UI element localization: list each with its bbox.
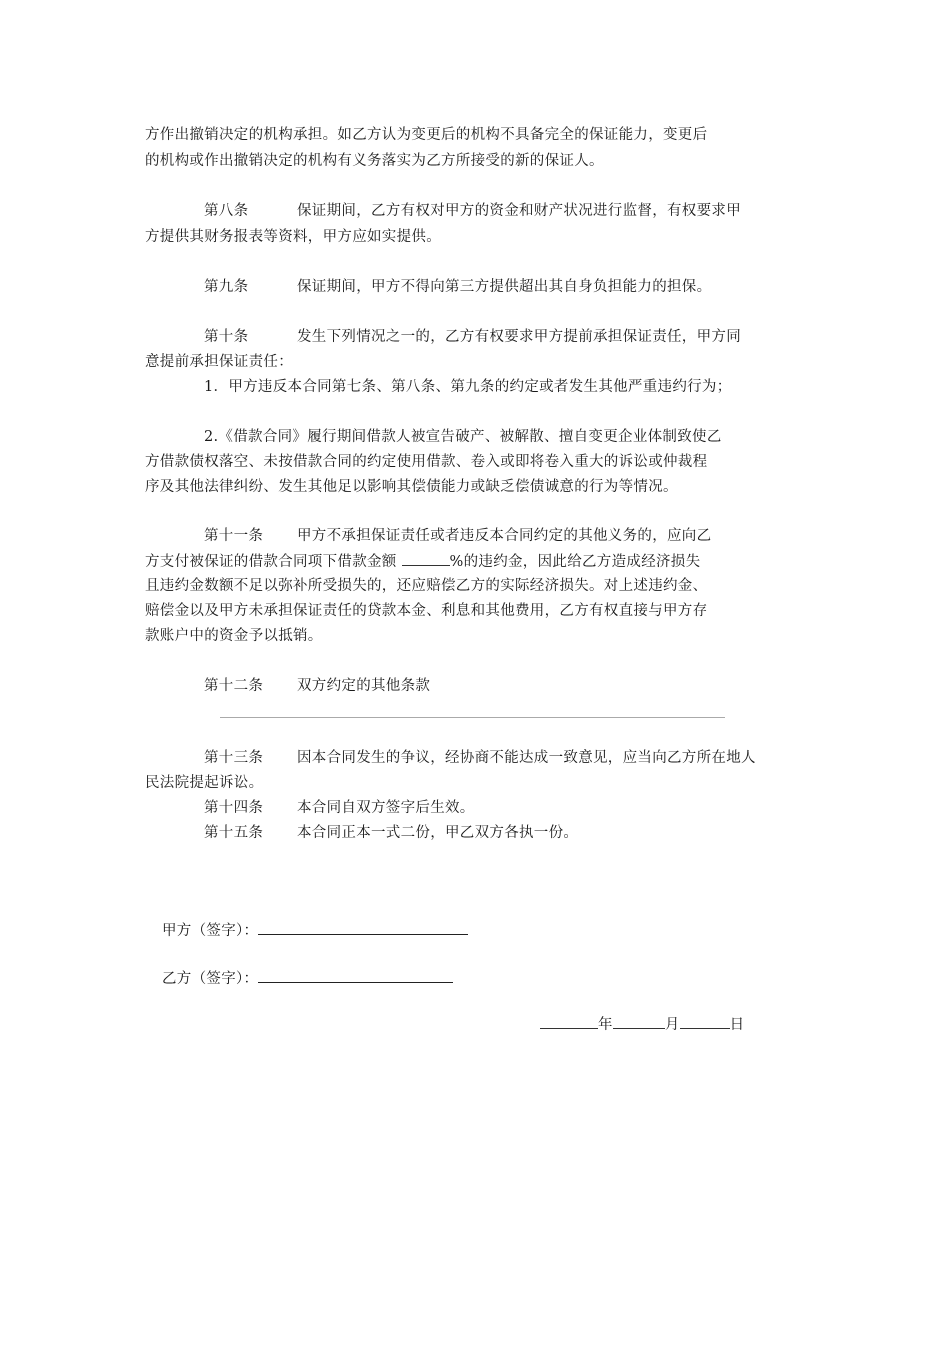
party-a-signature-line[interactable] bbox=[258, 918, 468, 935]
article-11-line-4: 赔偿金以及甲方未承担保证责任的贷款本金、利息和其他费用，乙方有权直接与甲方存 bbox=[145, 603, 708, 619]
party-a-signature bbox=[162, 918, 468, 941]
article-8-line-1 bbox=[204, 201, 741, 223]
article-10-item-2-line-3: 序及其他法律纠纷、发生其他足以影响其偿债能力或缺乏偿债诚意的行为等情况。 bbox=[145, 479, 678, 495]
article-14-label: 第十四条 bbox=[204, 800, 264, 816]
article-14-text-1: 本合同自双方签字后生效。 bbox=[297, 800, 475, 816]
article-10-line-2: 意提前承担保证责任： bbox=[145, 354, 293, 370]
article-15-text-1: 本合同正本一式二份，甲乙双方各执一份。 bbox=[297, 825, 579, 841]
day-blank[interactable] bbox=[680, 1014, 730, 1029]
intro-line-1: 方作出撤销决定的机构承担。如乙方认为变更后的机构不具备完全的保证能力，变更后 bbox=[145, 127, 708, 143]
article-10-label: 第十条 bbox=[204, 329, 249, 345]
article-8-line-2: 方提供其财务报表等资料，甲方应如实提供。 bbox=[145, 229, 441, 245]
other-terms-blank-line[interactable] bbox=[220, 717, 725, 718]
year-blank[interactable] bbox=[540, 1014, 598, 1029]
article-15-line-1 bbox=[204, 823, 578, 845]
article-12-text-1: 双方约定的其他条款 bbox=[297, 678, 431, 694]
article-9-label: 第九条 bbox=[204, 279, 249, 295]
article-11-line-5: 款账户中的资金予以抵销。 bbox=[145, 628, 323, 644]
article-11-label: 第十一条 bbox=[204, 528, 264, 544]
month-label: 月 bbox=[664, 1017, 680, 1033]
article-10-item-2-line-2: 方借款债权落空、未按借款合同的约定使用借款、卷入或即将卷入重大的诉讼或仲裁程 bbox=[145, 454, 708, 470]
percentage-blank[interactable] bbox=[402, 551, 450, 566]
year-label: 年 bbox=[598, 1017, 613, 1033]
article-10-item-1: 1．甲方违反本合同第七条、第八条、第九条的约定或者发生其他严重违约行为； bbox=[204, 379, 732, 395]
article-9-line-1 bbox=[204, 277, 711, 299]
article-11-text-1: 甲方不承担保证责任或者违反本合同约定的其他义务的，应向乙 bbox=[297, 528, 712, 544]
article-11-line-2 bbox=[145, 551, 700, 573]
article-8-label: 第八条 bbox=[204, 203, 249, 219]
article-12-label: 第十二条 bbox=[204, 678, 264, 694]
party-b-signature-line[interactable] bbox=[258, 966, 453, 983]
party-a-label: 甲方（签字）： bbox=[162, 923, 259, 939]
article-13-text-1: 因本合同发生的争议，经协商不能达成一致意见，应当向乙方所在地人 bbox=[297, 750, 756, 766]
intro-line-2: 的机构或作出撤销决定的机构有义务落实为乙方所接受的新的保证人。 bbox=[145, 153, 604, 169]
article-11-text-2b: %的违约金，因此给乙方造成经济损失 bbox=[449, 554, 701, 570]
signing-date bbox=[540, 1014, 744, 1035]
article-8-text-1: 保证期间，乙方有权对甲方的资金和财产状况进行监督，有权要求甲 bbox=[297, 203, 741, 219]
article-13-line-2: 民法院提起诉讼。 bbox=[145, 775, 264, 791]
article-12-line-1 bbox=[204, 676, 430, 698]
article-11-line-1 bbox=[204, 526, 711, 548]
article-11-text-2a: 方支付被保证的借款合同项下借款金额 bbox=[145, 554, 397, 570]
article-10-item-2-line-1: 2.《借款合同》履行期间借款人被宣告破产、被解散、擅自变更企业体制致使乙 bbox=[204, 429, 722, 445]
party-b-label: 乙方（签字）： bbox=[162, 971, 259, 987]
article-10-line-1 bbox=[204, 327, 741, 349]
article-13-line-1 bbox=[204, 748, 756, 770]
article-11-line-3: 且违约金数额不足以弥补所受损失的，还应赔偿乙方的实际经济损失。对上述违约金、 bbox=[145, 578, 708, 594]
article-15-label: 第十五条 bbox=[204, 825, 264, 841]
article-9-text-1: 保证期间，甲方不得向第三方提供超出其自身负担能力的担保。 bbox=[297, 279, 712, 295]
article-10-text-1: 发生下列情况之一的，乙方有权要求甲方提前承担保证责任，甲方同 bbox=[297, 329, 741, 345]
article-13-label: 第十三条 bbox=[204, 750, 264, 766]
article-14-line-1 bbox=[204, 798, 475, 820]
party-b-signature bbox=[162, 966, 453, 989]
day-label: 日 bbox=[729, 1017, 745, 1033]
month-blank[interactable] bbox=[613, 1014, 665, 1029]
